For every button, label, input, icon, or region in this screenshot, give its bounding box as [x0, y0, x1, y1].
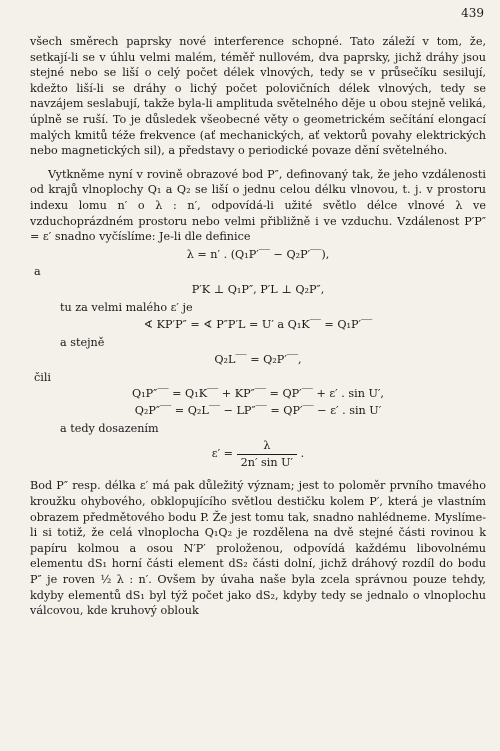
- equation: Q₂L‾‾ = Q₂P′‾‾,: [214, 353, 302, 367]
- paragraph: Bod P″ resp. délka ε′ má pak důležitý význam; jest to poloměr prvního tmavého kroužku ohybového, obklopujícího světlou destičku kolem P′, která je vlastním obrazem předmětového bodu P. Že jest tomu tak, snadno nahlédneme. Myslíme-li si totiž, že celá vlnoplocha Q₁Q₂ je rozdělena na dvě stejné části rovinou k papíru kolmou a osou N′P′ proloženou, odpovídá každému libovolnému elementu dS₁ horní části element dS₂ části dolní, jichž dráhový rozdíl do bodu P″ je roven ½ λ : n′. Ovšem by úvaha naše byla zcela správnou pouze tehdy, kdyby elementů dS₁ byl týž počet jako dS₂, kdyby tedy se jednalo o vlnoplochu válcovou, kde kruhový oblouk: [30, 479, 486, 618]
- line: tu za velmi malého ε′ je: [60, 300, 193, 314]
- paragraph: všech směrech paprsky nové interference schopné. Tato záleží v tom, že, setkají-li se v úhlu velmi malém, téměř nullovém, dva paprsky, jichž dráhy jsou stejné nebo se liší o celý počet délek vlnových, tedy se v průsečíku sesilují, kdežto liší-li se dráhy o lichý počet polovičních délek vlnových, tedy se navzájem seslabují, takže byla-li amplituda světelného děje u obou stejně veliká, úplně se ruší. To je důsledek všeobecné věty o geometrickém sečítání elongací malých kmitů téže frekvence (ať mechanických, ať vektorů povahy elektrických nebo magnetických sil), a představy o periodické povaze dění světelného.: [30, 35, 486, 158]
- page-number: 439: [461, 6, 484, 20]
- line: a tedy dosazením: [60, 421, 159, 435]
- equation: ∢ KP′P″ = ∢ P″P′L = U′ a Q₁K‾‾ = Q₁P′‾‾: [143, 318, 373, 332]
- equation-fraction: ε′ = $\frac{\lambda}{\text{2n′ sin U′}}$ .: [211, 439, 305, 469]
- equation: Q₁P″‾‾ = Q₁K‾‾ + KP″‾‾ = QP′‾‾ + ε′ . sin U′,: [132, 387, 384, 401]
- equation: λ = n′ . (Q₁P′‾‾ − Q₂P′‾‾),: [186, 247, 330, 261]
- line: a stejně: [60, 335, 105, 349]
- equation: Q₂P″‾‾ = Q₂L‾‾ − LP″‾‾ = QP′‾‾ − ε′ . sin U′: [134, 404, 382, 418]
- paragraph: Vytkněme nyní v rovině obrazové bod P″, definovaný tak, že jeho vzdálenosti od krajů vlnoplochy Q₁ a Q₂ se liší o jednu celou délku vlnovou, t. j. v prostoru indexu lomu n′ o λ : n′, odpovídá-li užité světlo délce vlnové λ ve vzduchoprázdném prostoru nebo velmi přibližně i ve vzduchu. Vzdálenost P′P″ = ε′ snadno vyčíslíme: Je-li dle definice: [30, 167, 486, 244]
- equation: P′K ⊥ Q₁P″, P′L ⊥ Q₂P″,: [191, 282, 325, 296]
- word-cili: čili: [34, 370, 51, 384]
- page-body: [30, 34, 486, 619]
- word-a: a: [34, 265, 41, 279]
- fraction: $\frac{\lambda}{\text{2n′ sin U′}}$: [237, 438, 297, 470]
